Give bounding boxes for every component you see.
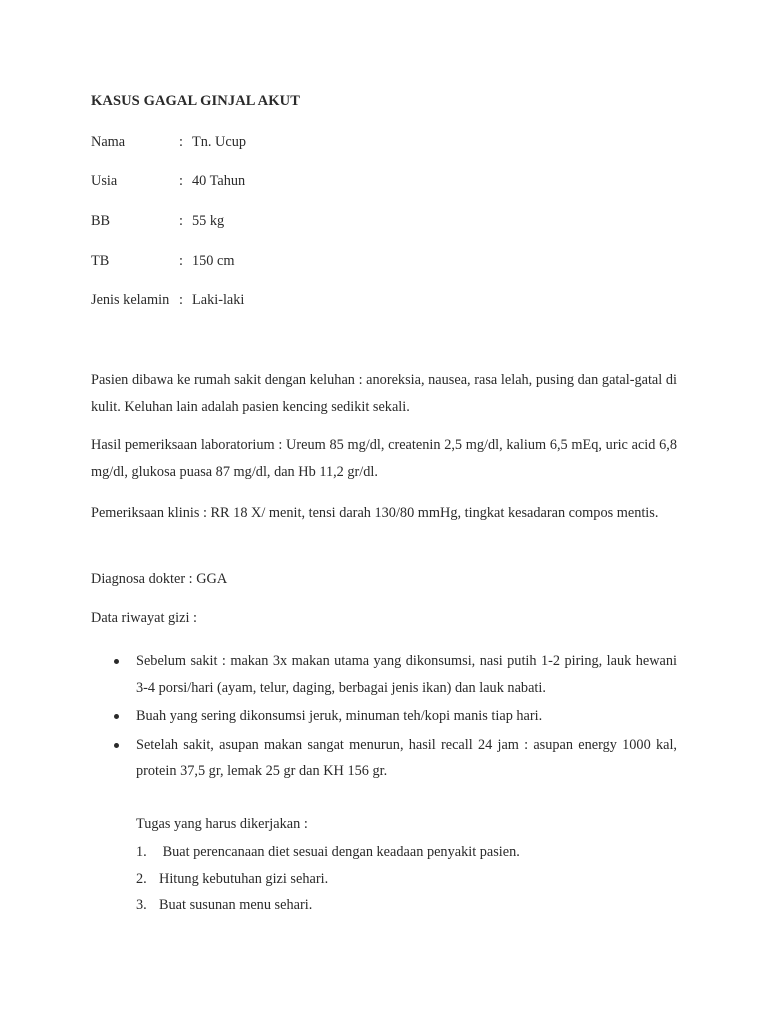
field-value: Laki-laki xyxy=(192,292,245,308)
bullet-icon xyxy=(114,659,119,664)
list-item-text: Buah yang sering dikonsumsi jeruk, minuman teh/kopi manis tiap hari. xyxy=(136,708,543,724)
task-text: Hitung kebutuhan gizi sehari. xyxy=(159,870,329,887)
list-item xyxy=(91,648,677,701)
document-title: KASUS GAGAL GINJAL AKUT xyxy=(91,93,300,109)
field-label: Jenis kelamin xyxy=(91,292,170,308)
bullet-icon xyxy=(114,714,119,719)
list-item xyxy=(91,732,677,785)
field-label: BB xyxy=(91,213,111,229)
diagnosis-paragraph: Diagnosa dokter : GGA xyxy=(91,571,228,587)
field-value: Tn. Ucup xyxy=(192,134,246,150)
task-text: Buat perencanaan diet sesuai dengan keadaan penyakit pasien. xyxy=(159,844,520,860)
list-item-text: Setelah sakit, asupan makan sangat menurun, hasil recall 24 jam : asupan energy 1000 kal, protein 37,5 gr, lemak 25 gr dan KH 156 gr. xyxy=(136,736,677,779)
field-value: 55 kg xyxy=(192,213,225,229)
list-item xyxy=(91,703,677,730)
field-colon: : xyxy=(179,173,183,189)
field-colon: : xyxy=(179,213,183,229)
complaint-paragraph: Pasien dibawa ke rumah sakit dengan keluhan : anoreksia, nausea, rasa lelah, pusing dan gatal-gatal di kulit. Keluhan lain adalah pasien kencing sedikit sekali. xyxy=(91,372,677,415)
task-number: 1. xyxy=(136,844,147,860)
task-number: 2. xyxy=(136,870,147,887)
tasks-heading: Tugas yang harus dikerjakan : xyxy=(136,816,308,832)
field-value: 40 Tahun xyxy=(192,173,246,189)
lab-results-paragraph: Hasil pemeriksaan laboratorium : Ureum 85 mg/dl, createnin 2,5 mg/dl, kalium 6,5 mEq, uric acid 6,8 mg/dl, glukosa puasa 87 mg/dl, dan Hb 11,2 gr/dl. xyxy=(91,437,677,480)
bullet-icon xyxy=(114,743,119,748)
nutrition-history-list xyxy=(91,648,677,787)
field-colon: : xyxy=(179,253,183,269)
task-text: Buat susunan menu sehari. xyxy=(159,897,313,913)
field-colon: : xyxy=(179,292,183,308)
field-value: 150 cm xyxy=(192,253,235,269)
list-item-text: Sebelum sakit : makan 3x makan utama yang dikonsumsi, nasi putih 1-2 piring, lauk hewani 3-4 porsi/hari (ayam, telur, daging, berbagai jenis ikan) dan lauk nabati. xyxy=(136,653,677,696)
nutrition-history-heading: Data riwayat gizi : xyxy=(91,610,197,626)
field-label: Usia xyxy=(91,173,118,189)
field-colon: : xyxy=(179,134,183,150)
field-label: Nama xyxy=(91,134,126,150)
field-label: TB xyxy=(91,253,110,269)
task-number: 3. xyxy=(136,897,147,913)
clinical-exam-paragraph: Pemeriksaan klinis : RR 18 X/ menit, tensi darah 130/80 mmHg, tingkat kesadaran compos mentis. xyxy=(91,505,659,521)
